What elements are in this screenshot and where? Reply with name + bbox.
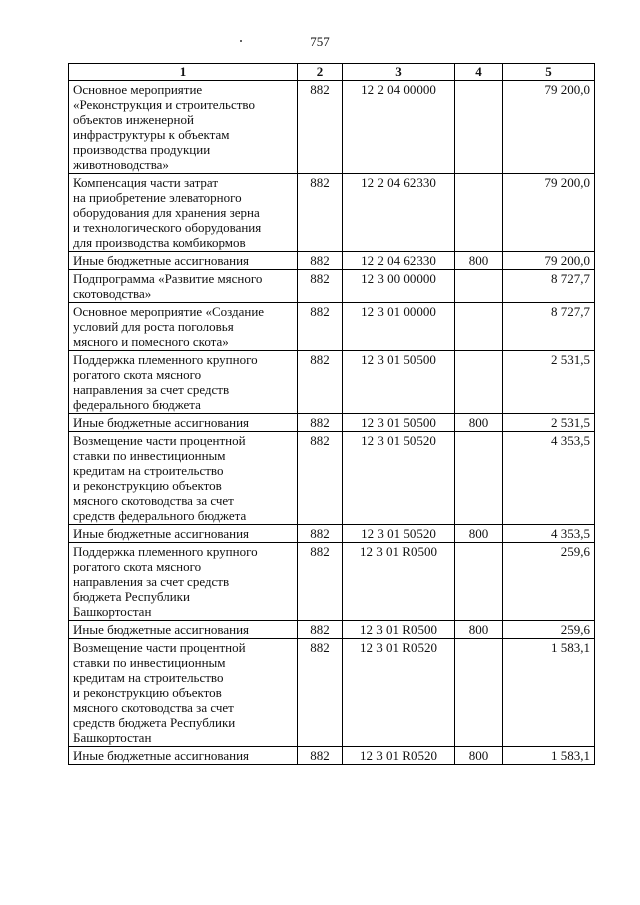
row-csr-cell: 12 3 01 R0520: [343, 639, 455, 747]
row-csr-cell: 12 3 01 50520: [343, 432, 455, 525]
row-csr-cell: 12 3 01 50500: [343, 351, 455, 414]
table-row: [69, 747, 595, 765]
row-csr-cell: 12 3 01 00000: [343, 303, 455, 351]
row-name-cell: Компенсация части затрат на приобретение элеваторного оборудования для хранения зерна и технологического оборудования для производства комбикормов: [69, 174, 298, 252]
row-name-cell: Иные бюджетные ассигнования: [69, 747, 298, 765]
row-csr-cell: 12 2 04 62330: [343, 174, 455, 252]
row-name-cell: Основное мероприятие «Создание условий для роста поголовья мясного и помесного скота»: [69, 303, 298, 351]
table-row: [69, 270, 595, 303]
row-vr-cell: 800: [455, 252, 503, 270]
table-row: [69, 174, 595, 252]
row-grbs-cell: 882: [298, 543, 343, 621]
row-name-cell: Подпрограмма «Развитие мясного скотоводства»: [69, 270, 298, 303]
table-row: [69, 525, 595, 543]
row-vr-cell: [455, 303, 503, 351]
header-col-2: 2: [298, 64, 343, 81]
row-amount-cell: 1 583,1: [503, 639, 595, 747]
row-vr-cell: [455, 351, 503, 414]
row-amount-cell: 259,6: [503, 621, 595, 639]
row-grbs-cell: 882: [298, 747, 343, 765]
row-name-cell: Возмещение части процентной ставки по инвестиционным кредитам на строительство и реконструкцию объектов мясного скотоводства за счет средств федерального бюджета: [69, 432, 298, 525]
table-row: [69, 543, 595, 621]
scan-speck: [240, 40, 242, 42]
table-row: [69, 432, 595, 525]
row-csr-cell: 12 2 04 62330: [343, 252, 455, 270]
page-number: 757: [310, 34, 330, 49]
row-vr-cell: [455, 81, 503, 174]
row-grbs-cell: 882: [298, 303, 343, 351]
table-row: [69, 351, 595, 414]
row-vr-cell: 800: [455, 747, 503, 765]
row-vr-cell: [455, 639, 503, 747]
row-name-cell: Возмещение части процентной ставки по инвестиционным кредитам на строительство и реконструкцию объектов мясного скотоводства за счет средств бюджета Республики Башкортостан: [69, 639, 298, 747]
row-csr-cell: 12 3 01 50520: [343, 525, 455, 543]
row-csr-cell: 12 3 01 R0500: [343, 543, 455, 621]
row-name-cell: Иные бюджетные ассигнования: [69, 252, 298, 270]
row-amount-cell: 1 583,1: [503, 747, 595, 765]
row-grbs-cell: 882: [298, 351, 343, 414]
row-amount-cell: 4 353,5: [503, 432, 595, 525]
row-amount-cell: 79 200,0: [503, 252, 595, 270]
table-row: [69, 639, 595, 747]
table-header: [69, 64, 595, 81]
table-row: [69, 252, 595, 270]
row-grbs-cell: 882: [298, 252, 343, 270]
row-vr-cell: [455, 174, 503, 252]
row-grbs-cell: 882: [298, 639, 343, 747]
row-vr-cell: 800: [455, 414, 503, 432]
table-row: [69, 303, 595, 351]
table-row: [69, 81, 595, 174]
row-name-cell: Основное мероприятие «Реконструкция и строительство объектов инженерной инфраструктуры к объектам производства продукции животноводства»: [69, 81, 298, 174]
header-row: [69, 64, 595, 81]
table-row: [69, 414, 595, 432]
row-amount-cell: 8 727,7: [503, 303, 595, 351]
row-grbs-cell: 882: [298, 621, 343, 639]
row-name-cell: Иные бюджетные ассигнования: [69, 414, 298, 432]
header-col-5: 5: [503, 64, 595, 81]
row-amount-cell: 79 200,0: [503, 81, 595, 174]
row-csr-cell: 12 2 04 00000: [343, 81, 455, 174]
row-grbs-cell: 882: [298, 414, 343, 432]
row-vr-cell: 800: [455, 621, 503, 639]
header-col-4: 4: [455, 64, 503, 81]
row-csr-cell: 12 3 01 R0500: [343, 621, 455, 639]
table-body: [69, 81, 595, 765]
row-amount-cell: 8 727,7: [503, 270, 595, 303]
row-amount-cell: 2 531,5: [503, 414, 595, 432]
row-grbs-cell: 882: [298, 81, 343, 174]
budget-table: [68, 63, 595, 765]
row-amount-cell: 79 200,0: [503, 174, 595, 252]
row-vr-cell: [455, 432, 503, 525]
row-vr-cell: [455, 270, 503, 303]
row-csr-cell: 12 3 01 R0520: [343, 747, 455, 765]
row-csr-cell: 12 3 01 50500: [343, 414, 455, 432]
row-vr-cell: [455, 543, 503, 621]
row-name-cell: Поддержка племенного крупного рогатого скота мясного направления за счет средств федерального бюджета: [69, 351, 298, 414]
row-grbs-cell: 882: [298, 432, 343, 525]
row-grbs-cell: 882: [298, 525, 343, 543]
row-name-cell: Поддержка племенного крупного рогатого скота мясного направления за счет средств бюджета Республики Башкортостан: [69, 543, 298, 621]
row-name-cell: Иные бюджетные ассигнования: [69, 621, 298, 639]
table-row: [69, 621, 595, 639]
row-amount-cell: 2 531,5: [503, 351, 595, 414]
row-name-cell: Иные бюджетные ассигнования: [69, 525, 298, 543]
row-csr-cell: 12 3 00 00000: [343, 270, 455, 303]
header-col-3: 3: [343, 64, 455, 81]
row-amount-cell: 4 353,5: [503, 525, 595, 543]
row-grbs-cell: 882: [298, 174, 343, 252]
row-amount-cell: 259,6: [503, 543, 595, 621]
row-grbs-cell: 882: [298, 270, 343, 303]
header-col-1: 1: [69, 64, 298, 81]
row-vr-cell: 800: [455, 525, 503, 543]
